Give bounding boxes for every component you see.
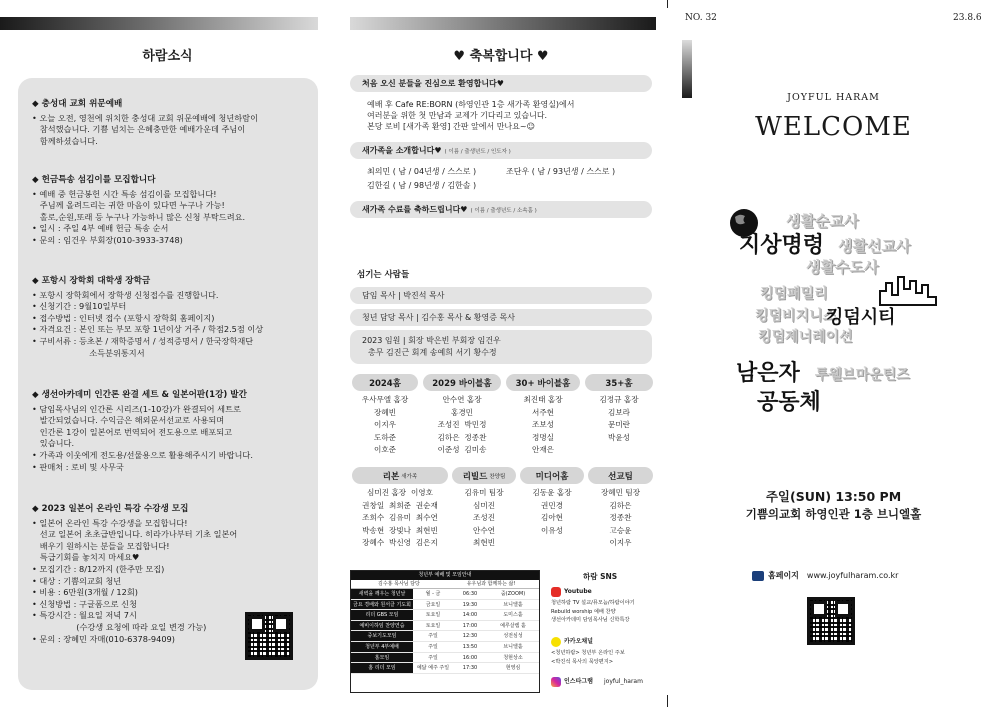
service-place: 기쁨의교회 하영인관 1층 브니엘홀 — [745, 507, 922, 521]
fold-line — [667, 0, 668, 8]
news-item-line: • 신청기간 : 9월10일부터 — [32, 301, 127, 312]
graduate-bar — [350, 201, 652, 218]
kakao-label[interactable]: 카카오채널 — [564, 638, 593, 645]
member-name: 이호준 — [373, 445, 396, 455]
member-name: 김정규 홈장 — [599, 395, 639, 404]
news-item-title: ◆ 2023 일본어 온라인 특강 수강생 모집 — [32, 504, 189, 514]
pastor-label: 담임 목사 | 박진석 목사 — [362, 291, 445, 300]
schedule-row — [351, 589, 539, 600]
kakao-icon — [551, 637, 561, 647]
schedule-cell: 19:30 — [462, 601, 478, 608]
schedule-cell: 예닮 예주 주일 — [416, 665, 450, 672]
group-members — [423, 394, 501, 457]
member-name: 김유미 팀장 — [464, 488, 504, 497]
schedule-cell: 예루살렘 홀 — [500, 622, 526, 629]
group-pill-2029: 2029 바이블홈 — [423, 374, 501, 391]
group-pill-media: 미디어홈 — [520, 467, 584, 484]
schedule-row — [351, 631, 539, 642]
schedule-row — [351, 663, 539, 674]
welcome-text-1: 여러분을 위한 첫 만남과 교제가 기다리고 있습니다. — [367, 111, 548, 120]
member-name: 조보성 — [531, 420, 554, 430]
officers-line-1: 총무 김진근 회계 송예희 서기 황수정 — [368, 348, 497, 357]
schedule-table — [350, 570, 540, 693]
member-name: 조성진 — [472, 513, 495, 523]
qr-code — [807, 597, 855, 645]
mission-word: 킹덤제너레이션 — [758, 329, 853, 345]
schedule-cell: 금요일 — [425, 601, 441, 608]
welcome-title: WELCOME — [755, 112, 912, 142]
schedule-cell: 브니엘홀 — [503, 643, 523, 650]
intro-bar-label: 새가족을 소개합니다♥ — [362, 146, 442, 155]
fold-line — [667, 695, 668, 707]
group-pill-rebuild: 리빌드 찬양팀 — [452, 467, 516, 484]
member-name: 안수연 — [472, 525, 495, 535]
news-item-line: 함께하셨습니다. — [32, 135, 98, 146]
homepage-label: 홈페이지 — [768, 571, 799, 580]
member-name: 최진태 홈장 — [523, 395, 563, 404]
graduate-bar-label: 새가족 수료를 축하드립니다♥ — [362, 205, 468, 214]
mission-word: 킹덤시티 — [826, 307, 896, 328]
member-name: 김하은 정종찬 — [437, 432, 487, 442]
news-item-line: 참석했습니다. 기쁨 넘치는 은혜충만한 예배가운데 주님이 — [32, 124, 246, 135]
news-item-line: • 접수방법 : 인터넷 접수 (포항시 장학회 홈페이지) — [32, 312, 215, 323]
youth-pastor-label: 청년 담당 목사 | 김수홍 목사 & 황영증 목사 — [362, 313, 515, 322]
schedule-cell: 줌(ZOOM) — [500, 591, 526, 597]
homepage-url[interactable]: www.joyfulharam.co.kr — [806, 571, 899, 580]
schedule-cell: 청현상소 — [503, 654, 523, 661]
member-name: 안수연 홈장 — [442, 395, 482, 404]
member-name: 장혜빈 — [373, 407, 396, 417]
news-item-line: • 모집기간 : 8/12까지 (한주만 모집) — [32, 563, 165, 574]
schedule-cell: 17:00 — [462, 622, 478, 629]
qr-code — [245, 612, 293, 660]
schedule-row — [351, 621, 539, 632]
group-members — [520, 487, 584, 537]
schedule-cell: 주일 — [428, 654, 438, 661]
graduate-bar-note: ( 이름 / 출생년도 / 소속홈 ) — [470, 207, 537, 214]
group-pill-35plus: 35+홈 — [585, 374, 653, 391]
news-item-line: • 신청방법 : 구글폼으로 신청 — [32, 598, 137, 609]
member-name: 안재은 — [531, 445, 554, 455]
intro-bar-note: ( 이름 / 출생년도 / 인도자 ) — [444, 148, 511, 155]
servers-title: 섬기는 사람들 — [357, 270, 410, 280]
new-member-1: 조단우 ( 남 / 93년생 / 스스로 ) — [506, 167, 616, 176]
officers-line-0: 2023 임원 | 회장 박은빈 부회장 임건우 — [362, 336, 501, 345]
member-name: 조성진 박민정 — [437, 420, 487, 430]
member-name: 박윤성 — [607, 432, 630, 442]
news-title: 하람소식 — [142, 49, 193, 64]
sns-line: <박진석 목사의 묵앙편지> — [551, 658, 614, 665]
issue-date: 23.8.6 — [953, 13, 982, 23]
news-item-line: 주님께 올려드리는 귀한 마음이 있다면 누구나 가능! — [32, 200, 225, 211]
member-name: 이지우 — [609, 538, 632, 548]
sns-line: <청년하람> 청년부 온라인 주보 — [551, 650, 625, 656]
city-skyline-icon — [878, 271, 938, 307]
group-members — [352, 487, 448, 550]
kakao-lines — [551, 649, 625, 666]
member-name: 김보라 — [607, 407, 630, 417]
schedule-row — [351, 642, 539, 653]
member-name: 이유성 — [540, 525, 563, 535]
schedule-cell: 중보기도모임 — [351, 631, 413, 641]
homepage — [752, 570, 898, 581]
mission-word: 공동체 — [757, 390, 821, 415]
mission-word: 남은자 — [736, 361, 800, 386]
welcome-bar — [350, 75, 652, 92]
news-item-line: • 자격요건 : 본인 또는 부모 포항 1년이상 거주 / 학점2.5점 이상 — [32, 324, 264, 335]
welcome-text-2: 본당 로비 [새가족 환영] 간판 앞에서 만나요~☺ — [367, 122, 535, 131]
youtube-lines — [551, 599, 635, 625]
group-pill-30plus: 30+ 바이블홈 — [506, 374, 580, 391]
news-item-line: • 일시 : 주일 4부 예배 헌금 특송 순서 — [32, 223, 169, 234]
youth-pastor-bar — [350, 309, 652, 326]
sns-line: Rebuild worship 예배 찬양 — [551, 608, 616, 615]
news-item-line: 선교 일본어 초초급반입니다. 히라가나부터 기초 일본어 — [32, 529, 238, 540]
group-pill-2024: 2024홈 — [352, 374, 418, 391]
welcome-bar-label: 처음 오신 분들을 진심으로 환영합니다♥ — [362, 79, 504, 88]
schedule-cell: 주일 — [428, 633, 438, 640]
news-item-line: • 판매처 : 로비 및 사무국 — [32, 461, 124, 472]
schedule-cell: 청년부 4부예배 — [351, 642, 413, 652]
schedule-cell: 예비이하임 찬양연습 — [351, 621, 413, 631]
mission-word: 생활선교사 — [838, 237, 911, 255]
schedule-row — [351, 600, 539, 611]
group-members — [588, 487, 653, 550]
news-item-line: • 대상 : 기쁨의교회 청년 — [32, 575, 122, 586]
member-name: 심미진 홈장 이영호 — [367, 488, 433, 497]
member-name: 서주현 — [531, 407, 554, 417]
news-item-line: • 일본어 온라인 특강 수강생을 모집합니다! — [32, 517, 188, 528]
news-item-title: ◆ 생선아카데미 인간론 완결 세트 & 일본어판(1강) 발간 — [32, 390, 247, 400]
news-item-title: ◆ 포항시 장학회 대학생 장학금 — [32, 276, 151, 286]
instagram-label[interactable]: 인스타그램 — [564, 678, 593, 685]
news-item-line: • 구비서류 : 등초본 / 재학증명서 / 성적증명서 / 한국장학재단 — [32, 335, 254, 346]
service-time: 주일(SUN) 13:50 PM — [765, 489, 902, 504]
schedule-row — [351, 610, 539, 621]
news-item-line: • 예배 중 헌금봉헌 시간 특송 섬김이를 모집합니다! — [32, 188, 217, 199]
youtube-label[interactable]: Youtube — [564, 588, 592, 595]
member-name: 문미란 — [607, 420, 630, 430]
group-pill-reborn: 리본 새가족 — [352, 467, 448, 484]
group-members — [352, 394, 418, 457]
member-name: 우사무엘 홈장 — [361, 395, 409, 404]
news-item-line: • 담임목사님의 인간론 시리즈(1-10강)가 완결되어 세트로 — [32, 403, 241, 414]
news-item-line: • 오늘 오전, 영천에 위치한 충성대 교회 위문예배에 청년하람이 — [32, 112, 258, 123]
vertical-gradient-bar — [682, 40, 692, 98]
youtube-icon — [551, 587, 561, 597]
joyful-haram: JOYFUL HARAM — [787, 92, 880, 103]
mission-word: 생활순교사 — [786, 212, 859, 230]
schedule-cell: 13:50 — [462, 643, 478, 650]
new-member-0: 최의민 ( 남 / 04년생 / 스스로 ) — [367, 167, 477, 176]
schedule-cell: 현영심 — [505, 665, 521, 672]
schedule-cell: 금요 경배와 원서클 기도회 — [351, 600, 413, 610]
schedule-subheader: 김수홍 목사님 담당 유우님과 함께하는 삶! — [351, 580, 539, 589]
mission-word: 킹덤패밀리 — [760, 286, 828, 302]
schedule-cell: 성전심성 — [503, 633, 523, 640]
schedule-cell: 토요일 — [425, 622, 441, 629]
news-item — [32, 276, 320, 359]
member-name: 권창일 최희준 권순재 — [362, 500, 438, 510]
member-name: 고승윤 — [609, 525, 632, 535]
schedule-cell: 14:00 — [462, 612, 478, 619]
member-name: 도하준 — [373, 432, 396, 442]
news-item-line: • 특강시간 : 월요일 저녁 7시 — [32, 610, 137, 621]
homepage-icon — [752, 571, 764, 581]
news-item-line: 소득분위통지서 — [32, 347, 145, 358]
news-item-line: • 문의 : 임건우 부회장(010-3933-3748) — [32, 234, 183, 245]
member-name: 김동윤 홈장 — [532, 488, 572, 497]
news-item — [32, 175, 320, 247]
group-pill-mission: 선교팀 — [588, 467, 653, 484]
new-member-2: 김한길 ( 남 / 98년생 / 김한솔 ) — [367, 181, 477, 190]
news-item-line: • 비용 : 6만원(3개월 / 12회) — [32, 587, 138, 598]
member-name: 이준성 김미송 — [437, 445, 487, 455]
schedule-cell: 12:30 — [462, 633, 478, 640]
news-item-line: 배우기 원하시는 분들을 모집합니다! — [32, 540, 170, 551]
news-item-line: • 가족과 이웃에게 전도용/선물용으로 활용해주시기 바랍니다. — [32, 449, 253, 460]
group-members — [506, 394, 580, 457]
schedule-cell: 주일 — [428, 643, 438, 650]
member-name: 홍경민 — [450, 407, 473, 417]
news-item-line: 인간론 1강이 일본어로 번역되어 전도용으로 배포되고 — [32, 426, 233, 437]
group-members — [452, 487, 516, 550]
issue-number: NO. 32 — [685, 13, 717, 23]
schedule-cell: 토요일 — [425, 612, 441, 619]
instagram-id[interactable]: joyful_haram — [604, 678, 643, 685]
news-item-line: • 문의 : 장혜민 자매(010-6378-9409) — [32, 633, 175, 644]
member-name: 이지우 — [373, 420, 396, 430]
schedule-header: 청년부 예배 및 모임안내 — [351, 571, 539, 580]
member-name: 정명실 — [531, 432, 554, 442]
mission-word: 킹덤비지니스 — [755, 308, 837, 324]
news-item-line: (수강생 요청에 따라 요일 변경 가능) — [32, 621, 207, 632]
schedule-cell: 홈모임 — [351, 653, 413, 663]
news-item-line: 발간되었습니다. 수익금은 해외문서선교로 사용되며 — [32, 415, 225, 426]
officers-bar — [350, 330, 652, 364]
news-item-line: 있습니다. — [32, 438, 75, 449]
pastor-bar — [350, 287, 652, 304]
news-item-line: 특급기회를 놓치지 마세요♥ — [32, 552, 140, 563]
welcome-text-0: 예배 후 Cafe RE:BORN (하영인관 1층 새가족 환영실)에서 — [367, 100, 575, 109]
mission-word: 투웰브마운틴즈 — [815, 367, 910, 383]
schedule-cell: 06:30 — [462, 591, 478, 597]
sns-title: 하람 SNS — [583, 572, 618, 581]
mission-word: 지상명령 — [739, 233, 825, 258]
mission-word: 생활수도사 — [806, 258, 879, 276]
member-name: 최현빈 — [472, 538, 495, 548]
member-name: 심미진 — [472, 500, 495, 510]
member-name: 박송현 장빛나 최현빈 — [362, 525, 438, 535]
schedule-cell: 월 - 금 — [425, 591, 441, 597]
sns-line: 생선아카데미 담임목사님 신학특강 — [551, 617, 630, 623]
news-item-line: 홀로,순원,또래 등 누구나 가능하니 많은 신청 부탁드려요. — [32, 211, 246, 222]
member-name: 김아현 — [540, 513, 563, 523]
schedule-cell: 새벽을 깨우는 청년날 — [351, 589, 413, 599]
news-item-title: ◆ 헌금특송 섬김이를 모집합니다 — [32, 175, 156, 185]
schedule-cell: 홈 리더 모임 — [351, 663, 413, 673]
member-name: 조희수 김유미 최수연 — [362, 513, 438, 523]
instagram-icon — [551, 677, 561, 687]
news-item — [32, 390, 320, 473]
news-item-line: • 포항시 장학회에서 장학생 신청접수를 진행합니다. — [32, 289, 219, 300]
member-name: 장혜수 박신영 김은지 — [362, 538, 438, 548]
schedule-cell: 브니엘홀 — [503, 601, 523, 608]
sns-line: 청년하람 TV 설교/뮤모늠/하람이야기 — [551, 600, 635, 606]
intro-bar — [350, 142, 652, 159]
member-name: 장혜민 팀장 — [600, 488, 641, 497]
schedule-cell: 리더 GBS 모임 — [351, 610, 413, 620]
header-gradient-bar — [350, 17, 656, 30]
schedule-cell: 도미스홀 — [503, 612, 523, 619]
member-name: 김하은 — [609, 500, 632, 510]
news-item-title: ◆ 충성대 교회 위문예배 — [32, 99, 123, 109]
schedule-cell: 17:30 — [462, 665, 478, 672]
blessing-title: ♥ 축복합니다 ♥ — [453, 49, 549, 64]
header-gradient-bar — [0, 17, 318, 30]
member-name: 권민경 — [540, 500, 563, 510]
schedule-cell: 16:00 — [462, 654, 478, 661]
group-members — [585, 394, 653, 444]
schedule-row — [351, 653, 539, 664]
news-item — [32, 99, 320, 147]
member-name: 정종찬 — [609, 513, 632, 523]
